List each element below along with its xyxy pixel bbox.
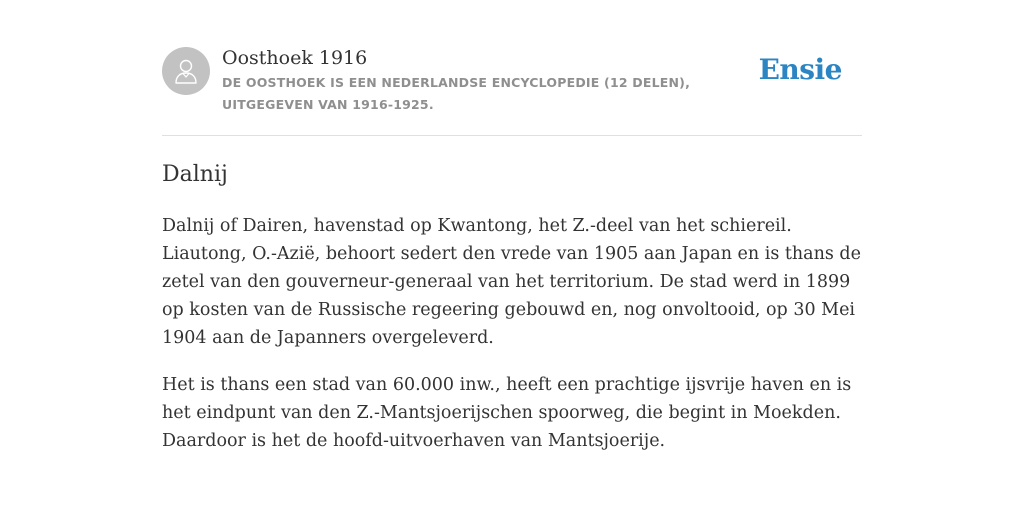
page-container xyxy=(162,0,862,451)
user-icon xyxy=(173,57,199,85)
source-header xyxy=(162,0,862,136)
article-paragraph: Dalnij of Dairen, havenstad op Kwantong, het Z.-deel van het schiereil. Liautong, O.-Azië, behoort sedert den vrede van 1905 aan Japan en is thans de zetel van den gouverneur-generaal van het territorium. De stad werd in 1899 op kosten van de Russische regeering gebouwd en, nog onvoltooid, op 30 Mei 1904 aan de Japanners overgeleverd. xyxy=(162,216,861,348)
source-description: DE OOSTHOEK IS EEN NEDERLANDSE ENCYCLOPEDIE (12 DELEN), UITGEGEVEN VAN 1916-1925. xyxy=(222,75,691,112)
article-paragraph: Het is thans een stad van 60.000 inw., heeft een prachtige ijsvrije haven en is het eindpunt van den Z.-Mantsjoerijschen spoorweg, die begint in Moekden. Daardoor is het de hoofd-uitvoerhaven van Mantsjoerije. xyxy=(162,375,852,451)
avatar[interactable] xyxy=(162,47,210,95)
source-name[interactable]: Oosthoek 1916 xyxy=(222,47,368,69)
article-title: Dalnij xyxy=(162,162,228,187)
article-body xyxy=(162,212,864,474)
ensie-logo[interactable]: Ensie xyxy=(758,53,842,86)
